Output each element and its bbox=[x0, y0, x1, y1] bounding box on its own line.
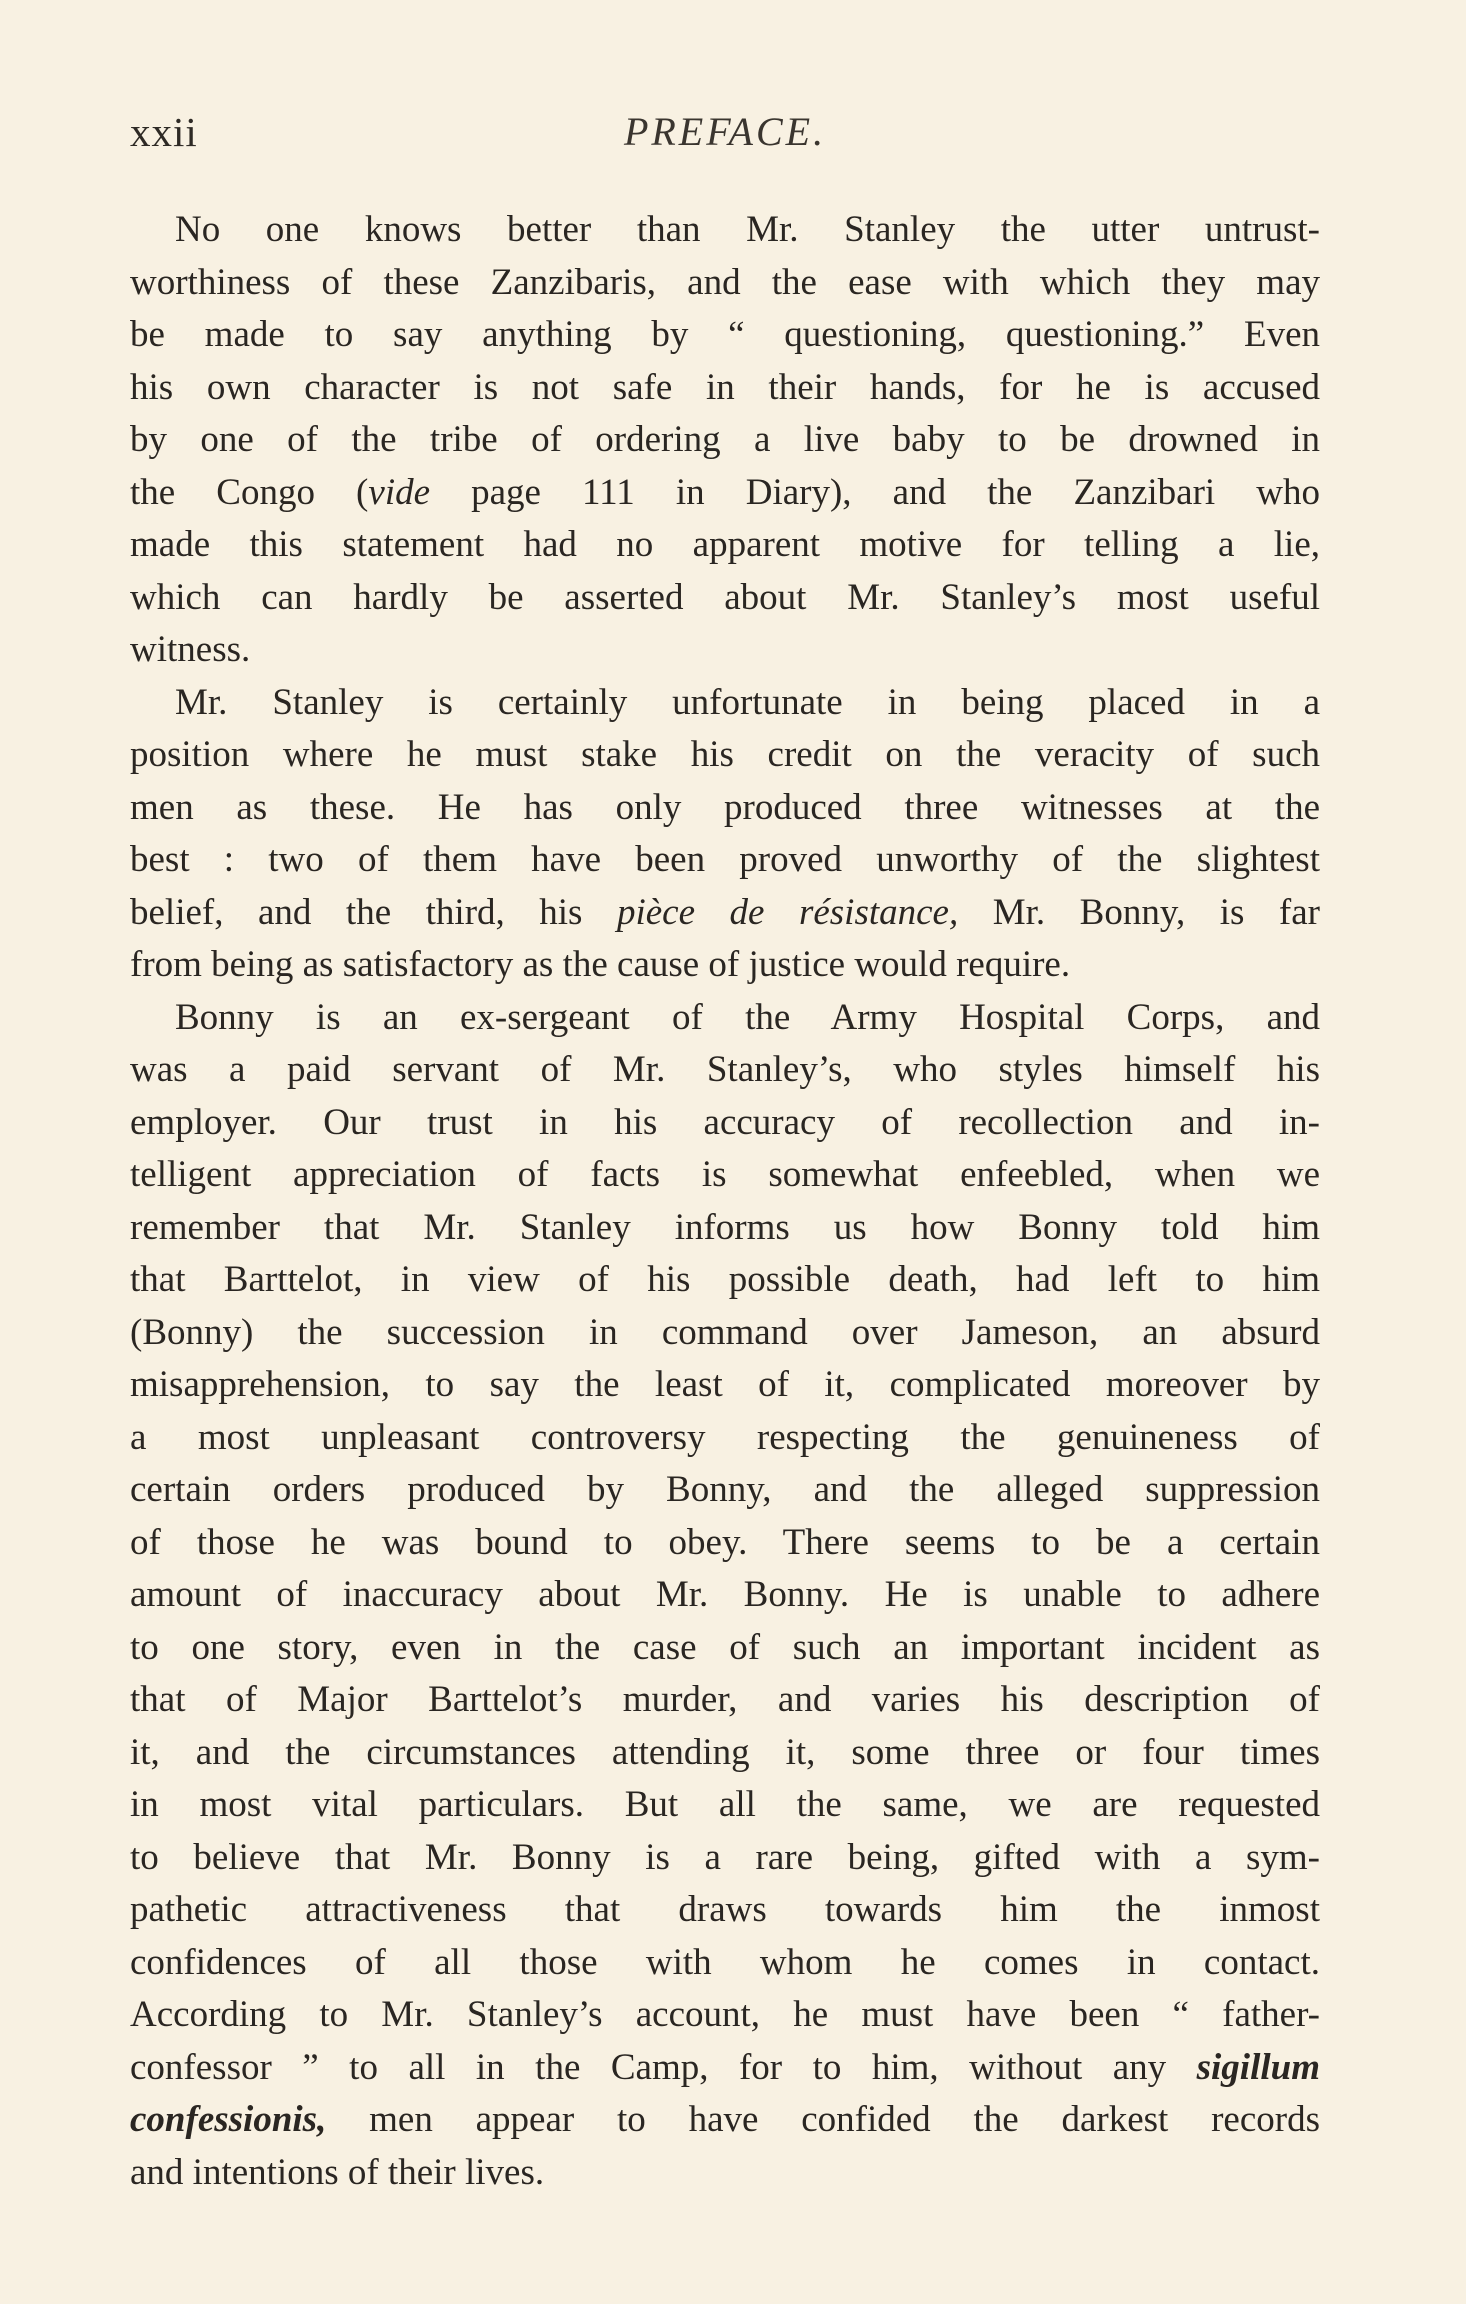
text-line: in most vital particulars. But all the same, we are requested bbox=[130, 1784, 1320, 1825]
text-line: amount of inaccuracy about Mr. Bonny. He is unable to adhere bbox=[130, 1574, 1320, 1615]
text-segment: men appear to have confided the darkest records bbox=[326, 2099, 1320, 2140]
text-line: misapprehension, to say the least of it, complicated moreover by bbox=[130, 1364, 1320, 1405]
text-line: of those he was bound to obey. There seems to be a certain bbox=[130, 1521, 1320, 1563]
italic-phrase: vide bbox=[368, 471, 431, 513]
running-title: PREFACE. bbox=[623, 109, 827, 154]
text-line: According to Mr. Stanley’s account, he must have been “ father- bbox=[130, 1994, 1320, 2035]
text-line: it, and the circumstances attending it, some three or four times bbox=[130, 1731, 1320, 1773]
text-line bbox=[130, 887, 1320, 940]
text-line: pathetic attractiveness that draws towards him the inmost bbox=[130, 1889, 1320, 1930]
text-line: certain orders produced by Bonny, and the alleged suppression bbox=[130, 1469, 1320, 1510]
page-number: xxii bbox=[130, 109, 198, 155]
text-line: Bonny is an ex-sergeant of the Army Hospital Corps, and bbox=[175, 996, 1320, 1038]
text-line bbox=[130, 2042, 1320, 2095]
text-line: was a paid servant of Mr. Stanley’s, who styles himself his bbox=[130, 1049, 1320, 1090]
text-line: position where he must stake his credit on the veracity of such bbox=[130, 734, 1320, 775]
italic-phrase: pièce de résistance, bbox=[616, 891, 959, 933]
text-line: Mr. Stanley is certainly unfortunate in being placed in a bbox=[175, 681, 1320, 723]
text-line: worthiness of these Zanzibaris, and the ease with which they may bbox=[130, 261, 1320, 303]
text-line: that of Major Barttelot’s murder, and varies his description of bbox=[130, 1679, 1320, 1720]
text-line: his own character is not safe in their hands, for he is accused bbox=[130, 366, 1320, 408]
text-line: employer. Our trust in his accuracy of recollection and in- bbox=[130, 1101, 1320, 1143]
text-segment: belief, and the third, his bbox=[130, 891, 617, 933]
text-line: that Barttelot, in view of his possible death, had left to him bbox=[130, 1259, 1320, 1300]
text-segment: confessor ” to all in the Camp, for to him, without any bbox=[130, 2046, 1197, 2088]
text-line: which can hardly be asserted about Mr. Stanley’s most useful bbox=[130, 576, 1320, 618]
body-text bbox=[130, 204, 1320, 2199]
text-segment: the Congo ( bbox=[130, 471, 369, 513]
text-line: from being as satisfactory as the cause of justice would require. bbox=[130, 944, 1071, 985]
text-line: remember that Mr. Stanley informs us how Bonny told him bbox=[130, 1206, 1320, 1248]
text-line: telligent appreciation of facts is somewhat enfeebled, when we bbox=[130, 1154, 1320, 1195]
text-line: confidences of all those with whom he comes in contact. bbox=[130, 1941, 1320, 1983]
text-segment: Mr. Bonny, is far bbox=[958, 891, 1320, 933]
running-head bbox=[130, 108, 1320, 168]
text-line: by one of the tribe of ordering a live baby to be drowned in bbox=[130, 419, 1320, 460]
text-line: (Bonny) the succession in command over Jameson, an absurd bbox=[130, 1311, 1320, 1353]
text-line: made this statement had no apparent motive for telling a lie, bbox=[130, 524, 1320, 565]
text-line: witness. bbox=[130, 629, 251, 670]
text-line: No one knows better than Mr. Stanley the utter untrust- bbox=[175, 209, 1320, 250]
text-line bbox=[130, 467, 1320, 520]
text-line: and intentions of their lives. bbox=[130, 2151, 545, 2193]
text-line: best : two of them have been proved unworthy of the slightest bbox=[130, 839, 1320, 880]
italic-phrase: confessionis, bbox=[130, 2099, 327, 2140]
text-line: a most unpleasant controversy respecting the genuineness of bbox=[130, 1416, 1320, 1458]
text-line bbox=[130, 2094, 1320, 2147]
italic-phrase: sigillum bbox=[1196, 2046, 1320, 2088]
text-line: to one story, even in the case of such an important incident as bbox=[130, 1626, 1320, 1668]
text-segment: page 111 in Diary), and the Zanzibari who bbox=[430, 471, 1320, 513]
text-line: men as these. He has only produced three witnesses at the bbox=[130, 786, 1320, 828]
text-line: to believe that Mr. Bonny is a rare being, gifted with a sym- bbox=[130, 1836, 1320, 1878]
text-line: be made to say anything by “ questioning, questioning.” Even bbox=[130, 314, 1320, 355]
